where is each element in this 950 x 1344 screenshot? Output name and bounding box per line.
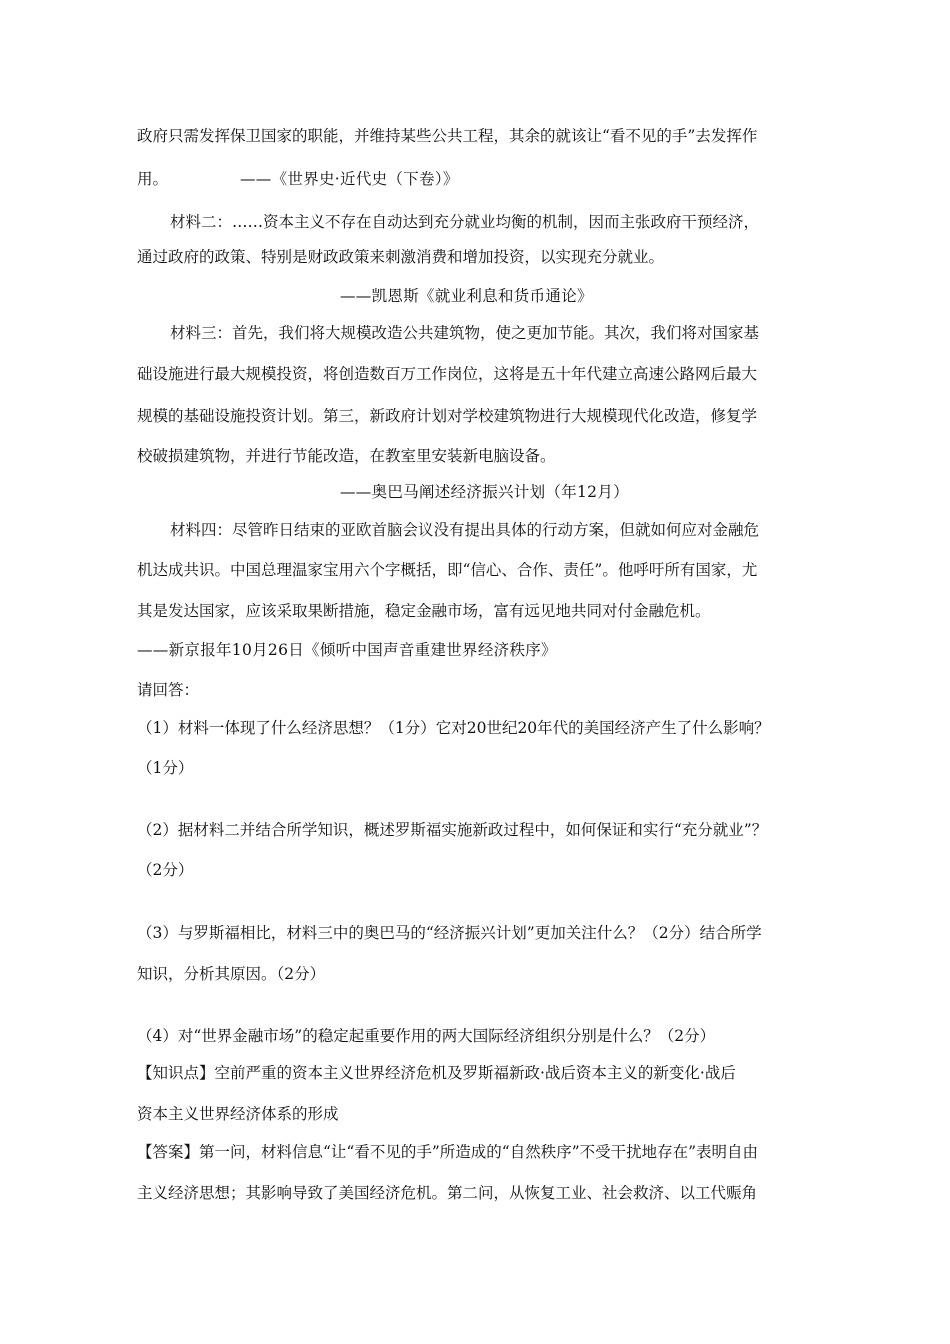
citation: ——奥巴马阐述经济振兴计划（年12月） [340,483,629,501]
citation: ——《世界史·近代史（下卷）》 [240,170,459,188]
knowledge-point-cont: 资本主义世界经济体系的形成 [137,1105,339,1123]
text-line: 材料四：尽管昨日结束的亚欧首脑会议没有提出具体的行动方案，但就如何应对金融危 [170,521,760,539]
text-line: 通过政府的政策、特别是财政政策来刺激消费和增加投资，以实现充分就业。 [137,248,665,266]
text-line: 材料二：……资本主义不存在自动达到充分就业均衡的机制，因而主张政府干预经济， [170,213,760,231]
text-line: 规模的基础设施投资计划。第三，新政府计划对学校建筑物进行大规模现代化改造，修复学 [137,407,758,425]
question-1-score: （1分） [137,759,194,777]
citation: ——新京报年10月26日《倾听中国声音重建世界经济秩序》 [137,641,557,659]
text-line: 政府只需发挥保卫国家的职能，并维持某些公共工程，其余的就该让“看不见的手”去发挥作 [137,127,758,145]
text-line: 请回答： [137,681,200,699]
question-2: （2）据材料二并结合所学知识，概述罗斯福实施新政过程中，如何保证和实行“充分就业”？ [137,821,768,839]
text-line: 用。 [137,170,169,188]
text-line: 校破损建筑物，并进行节能改造，在教室里安装新电脑设备。 [137,447,556,465]
text-line: 其是发达国家，应该采取果断措施，稳定金融市场，富有远见地共同对付金融危机。 [137,602,711,620]
answer: 【答案】第一问，材料信息“让“看不见的手”所造成的“自然秩序”不受干扰地存在”表明自由 [137,1143,759,1161]
question-3-cont: 知识，分析其原因。（2分） [137,965,326,983]
question-3: （3）与罗斯福相比，材料三中的奥巴马的“经济振兴计划”更加关注什么？（2分）结合所学 [137,924,762,942]
answer-cont: 主义经济思想；其影响导致了美国经济危机。第二问，从恢复工业、社会救济、以工代赈角 [137,1184,758,1202]
question-2-score: （2分） [137,861,194,879]
citation: ——凯恩斯《就业利息和货币通论》 [340,287,593,305]
text-line: 础设施进行最大规模投资，将创造数百万工作岗位，这将是五十年代建立高速公路网后最大 [137,365,758,383]
text-line: 机达成共识。中国总理温家宝用六个字概括，即“信心、合作、责任”。他呼吁所有国家，尤 [137,561,758,579]
text-line: 材料三：首先，我们将大规模改造公共建筑物，使之更加节能。其次，我们将对国家基 [170,324,760,342]
question-1: （1）材料一体现了什么经济思想？（1分）它对20世纪20年代的美国经济产生了什么影响？ [137,719,770,737]
question-4: （4）对“世界金融市场”的稳定起重要作用的两大国际经济组织分别是什么？（2分） [137,1027,716,1045]
knowledge-point: 【知识点】空前严重的资本主义世界经济危机及罗斯福新政·战后资本主义的新变化·战后 [137,1064,736,1082]
